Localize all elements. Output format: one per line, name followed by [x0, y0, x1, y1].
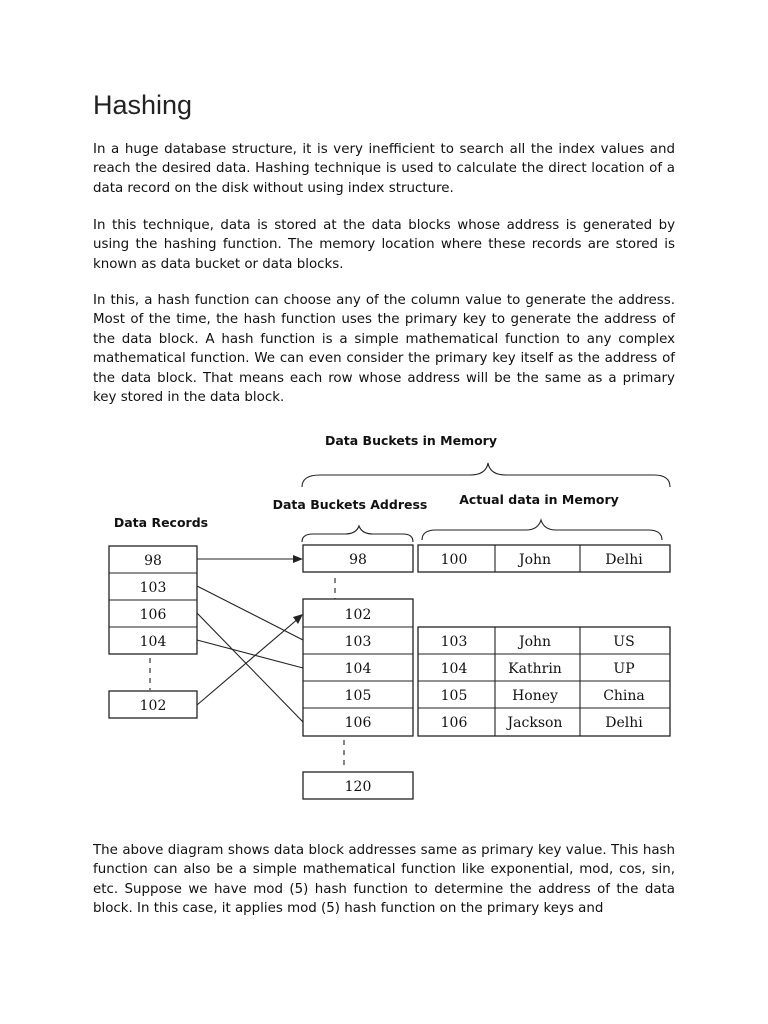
- bucket-106: 106: [344, 715, 372, 731]
- map-line-106: [197, 613, 303, 722]
- row3-city: China: [603, 688, 645, 704]
- hashing-diagram: [0, 420, 768, 820]
- record-98: 98: [144, 553, 162, 569]
- row4-name: Jackson: [507, 715, 563, 731]
- actual-data-label: Actual data in Memory: [459, 492, 619, 507]
- record-104: 104: [139, 634, 167, 650]
- row0-key: 100: [440, 552, 468, 568]
- brace-memory: [302, 463, 670, 487]
- row3-name: Honey: [512, 688, 558, 704]
- row3-key: 105: [440, 688, 468, 704]
- row1-name: John: [518, 634, 552, 650]
- row0-name: John: [518, 552, 552, 568]
- row4-city: Delhi: [605, 715, 643, 731]
- brace-address: [302, 526, 413, 542]
- paragraph-hash-function: In this, a hash function can choose any of the column value to generate the address. Most of the time, the hash function uses the primary key to generate the address of the data block. A hash function is a simple mathematical function to any complex mathematical function. We can even consider the primary key itself as the address of the data block. That means each row whose address will be the same as a primary key stored in the data block.: [93, 293, 675, 406]
- row2-key: 104: [440, 661, 468, 677]
- record-106: 106: [139, 607, 167, 623]
- paragraph-technique: In this technique, data is stored at the data blocks whose address is generated by using the hashing function. The memory location where these records are stored is known as data bucket or data blocks.: [93, 218, 675, 272]
- bucket-104: 104: [344, 661, 372, 677]
- record-103: 103: [139, 580, 167, 596]
- row2-city: UP: [613, 661, 635, 677]
- map-line-102: [197, 618, 299, 705]
- data-buckets-address-label: Data Buckets Address: [272, 497, 428, 512]
- arrow-head-98: [293, 555, 303, 563]
- bucket-105: 105: [344, 688, 372, 704]
- row1-key: 103: [440, 634, 468, 650]
- bucket-103: 103: [344, 634, 372, 650]
- map-line-103: [197, 586, 303, 640]
- row2-name: Kathrin: [508, 661, 562, 677]
- data-records-label: Data Records: [113, 515, 209, 530]
- bucket-98: 98: [349, 552, 367, 568]
- row0-city: Delhi: [605, 552, 643, 568]
- paragraph-diagram-explanation: The above diagram shows data block addresses same as primary key value. This hash function can also be a simple mathematical function like exponential, mod, cos, sin, etc. Suppose we have mod (5) hash function to determine the address of the data block. In this case, it applies mod (5) hash function on the primary keys and: [93, 843, 675, 917]
- diagram-title: Data Buckets in Memory: [324, 433, 498, 448]
- paragraph-intro: In a huge database structure, it is very inefficient to search all the index values and reach the desired data. Hashing technique is used to calculate the direct location of a data record on the disk without using index structure.: [93, 142, 675, 196]
- map-line-104: [197, 640, 303, 668]
- bucket-120: 120: [344, 779, 372, 795]
- bucket-102: 102: [344, 607, 372, 623]
- record-102: 102: [139, 698, 167, 714]
- page-title: Hashing: [93, 90, 193, 120]
- row4-key: 106: [440, 715, 468, 731]
- row1-city: US: [613, 634, 635, 650]
- brace-actual: [422, 520, 662, 540]
